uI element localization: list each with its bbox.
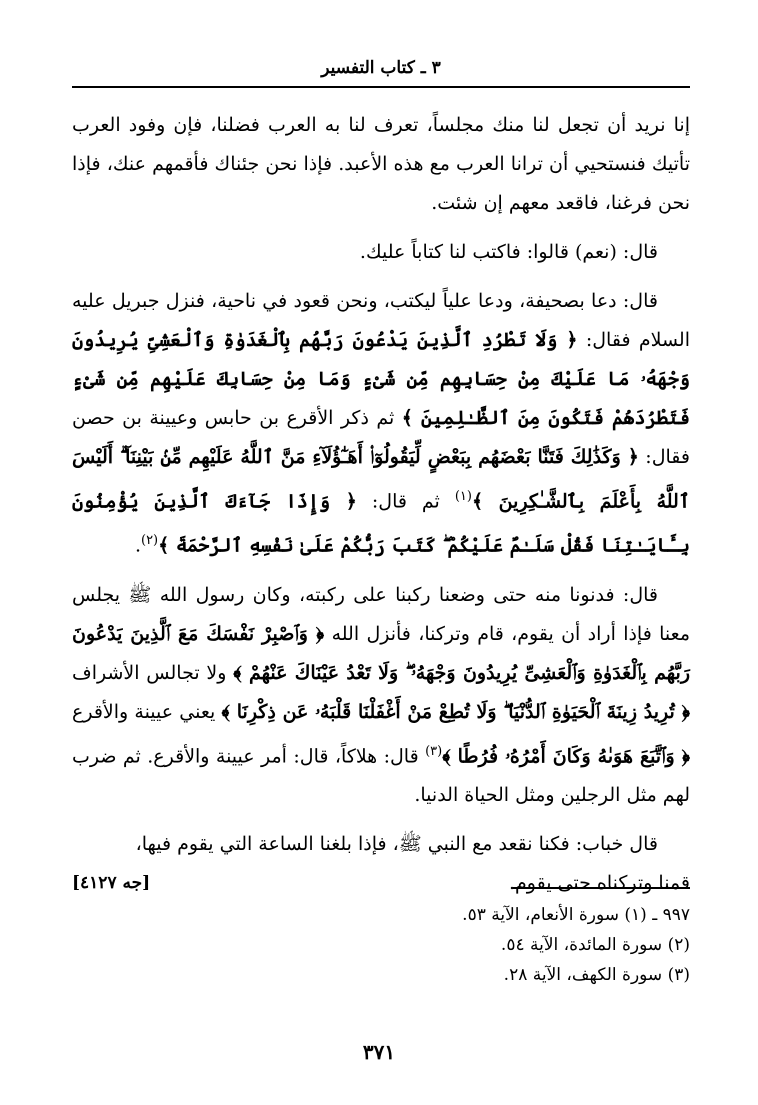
footnotes [300, 900, 690, 990]
quran-verse-anam-52: ﴿ وَلَا تَطْرُدِ ٱلَّذِينَ يَدْعُونَ رَبَّهُم بِٱلْغَدَوٰةِ وَٱلْعَشِىِّ يُرِيدُونَ وَجْهَهُۥ مَا عَلَيْكَ مِنْ حِسَابِهِم مِّن شَىْءٍ وَمَا مِنْ حِسَابِكَ عَلَيْهِم مِّن شَىْءٍ فَتَطْرُدَهُمْ فَتَكُونَ مِنَ ٱلظَّـٰلِمِينَ ﴾ [72, 329, 690, 429]
footnote-1: ٩٩٧ ـ (١) سورة الأنعام، الآية ٥٣. [462, 905, 690, 925]
quran-verse-kahf-28-c: ﴿ وَٱتَّبَعَ هَوَىٰهُ وَكَانَ أَمْرُهُۥ فُرُطًا ﴾ [442, 744, 691, 767]
paragraph-4-text-b: ولا تجالس الأشراف [72, 661, 227, 684]
paragraph-4-text-a: قال: فدنونا منه حتى وضعنا ركبنا على ركبته، وكان رسول الله ﷺ يجلس معنا فإذا أراد أن يقوم، قام وتركنا، فأنزل الله [72, 583, 691, 645]
paragraph-3-text-c: ثم قال: [371, 490, 440, 513]
quran-verse-kahf-28-a: ﴿ وَٱصْبِرْ نَفْسَكَ مَعَ ٱلَّذِينَ يَدْعُونَ رَبَّهُم بِٱلْغَدَوٰةِ وَٱلْعَشِىِّ يُرِيدُونَ وَجْهَهُۥ ۖ وَلَا تَعْدُ عَيْنَاكَ عَنْهُمْ ﴾ [72, 622, 690, 684]
paragraph-3-text-b: ثم ذكر الأقرع بن حابس وعيينة بن حصن فقال: [72, 407, 690, 468]
paragraph-3 [72, 282, 690, 566]
hadith-source-reference: [جه ٤١٢٧] [72, 872, 151, 893]
footnote-ref-3: (٣) [425, 743, 443, 759]
header-divider [72, 86, 690, 88]
page-number: ٣٧١ [362, 1040, 396, 1064]
paragraph-5 [72, 825, 690, 903]
running-header: ٣ ـ كتاب التفسير [321, 58, 441, 78]
footnote-3: (٣) سورة الكهف، الآية ٢٨. [503, 965, 690, 985]
footnote-ref-1: (١) [454, 489, 472, 504]
main-text [72, 106, 690, 913]
quran-verse-anam-53: ﴿ وَكَذَٰلِكَ فَتَنَّا بَعْضَهُم بِبَعْضٍ لِّيَقُولُوٓا۟ أَهَـٰٓؤُلَآءِ مَنَّ ٱللَّهُ عَلَيْهِم مِّنۢ بَيْنِنَآ ۗ أَلَيْسَ ٱللَّهُ بِأَعْلَمَ بِٱلشَّـٰكِرِينَ ﴾ [72, 446, 690, 513]
quran-verse-anam-54: ﴿ وَإِذَا جَآءَكَ ٱلَّذِينَ يُؤْمِنُونَ بِـَٔايَـٰتِنَا فَقُلْ سَلَـٰمٌ عَلَيْكُمْ ۖ كَتَبَ رَبُّكُمْ عَلَىٰ نَفْسِهِ ٱلرَّحْمَةَ ﴾ [72, 490, 690, 557]
footnote-2: (٢) سورة المائدة، الآية ٥٤. [500, 935, 690, 955]
footnote-divider [513, 887, 690, 889]
paragraph-5-text-b: قمنا وتركناه حتى يقوم. [508, 871, 690, 894]
quran-verse-kahf-28-b: ﴿ تُرِيدُ زِينَةَ ٱلْحَيَوٰةِ ٱلدُّنْيَا ۖ وَلَا تُطِعْ مَنْ أَغْفَلْنَا قَلْبَهُۥ عَن ذِكْرِنَا ﴾ [221, 700, 690, 723]
footnote-ref-2: (٢) [140, 533, 159, 549]
paragraph-2: قال: (نعم) قالوا: فاكتب لنا كتاباً عليك. [359, 241, 658, 263]
paragraph-4-text-d: قال: هلاكاً، قال: أمر عيينة والأقرع. ثم ضرب لهم مثل الرجلين ومثل الحياة الدنيا. [72, 744, 690, 806]
paragraph-4 [72, 576, 690, 815]
paragraph-4-text-c: يعني عيينة والأقرع [72, 700, 216, 723]
paragraph-3-end: . [134, 534, 141, 557]
paragraph-1: إنا نريد أن تجعل لنا منك مجلساً، تعرف لنا به العرب فضلنا، فإن وفود العرب تأتيك فنستحيي أن ترانا العرب مع هذه الأعبد. فإذا نحن جئناك فأقمهم عنك، فإذا نحن فرغنا، فاقعد معهم إن شئت. [72, 114, 690, 214]
paragraph-5-text-a: قال خباب: فكنا نقعد مع النبي ﷺ، فإذا بلغنا الساعة التي يقوم فيها، [135, 832, 658, 855]
paragraph-3-text-a: قال: دعا بصحيفة، ودعا علياً ليكتب، ونحن قعود في ناحية، فنزل جبريل عليه السلام فقال: [72, 290, 690, 351]
